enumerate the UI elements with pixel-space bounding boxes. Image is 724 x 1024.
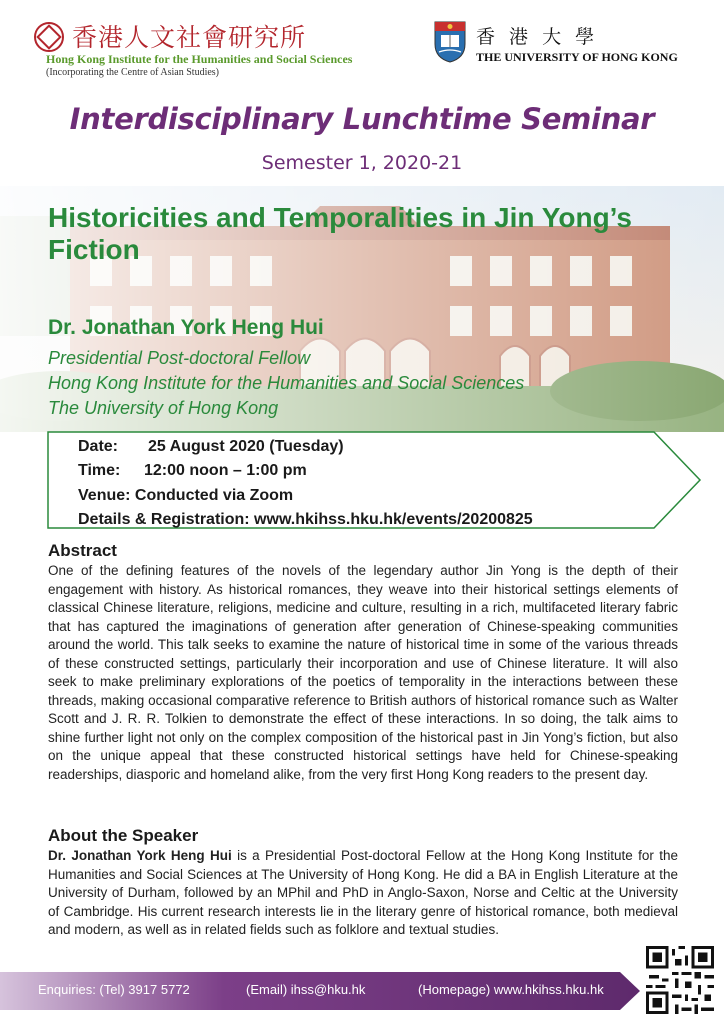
event-date-value: 25 August 2020 (Tuesday) [148, 438, 344, 455]
talk-title: Historicities and Temporalities in Jin Yong’s Fiction [48, 202, 632, 265]
hkihss-chinese-name: 香港人文社會研究所 [72, 23, 307, 52]
footer-tel: Enquiries: (Tel) 3917 5772 [38, 982, 190, 997]
footer-homepage[interactable]: (Homepage) www.hkihss.hku.hk [418, 982, 604, 997]
about-speaker-name: Dr. Jonathan York Heng Hui [48, 848, 232, 863]
hkihss-logo-seal [34, 22, 64, 52]
semester-label: Semester 1, 2020-21 [261, 152, 463, 174]
abstract-heading: Abstract [48, 541, 117, 560]
hku-english-name: THE UNIVERSITY OF HONG KONG [476, 50, 678, 64]
about-speaker-heading: About the Speaker [48, 826, 199, 845]
event-date [78, 438, 344, 456]
event-registration-label: Details & Registration: [78, 511, 250, 528]
event-venue-label: Venue: [78, 487, 131, 504]
event-registration-link[interactable]: www.hkihss.hku.hk/events/20200825 [254, 511, 533, 528]
event-date-label: Date: [78, 438, 119, 455]
hku-crest-icon [433, 20, 467, 64]
speaker-institute: Hong Kong Institute for the Humanities and Social Sciences [48, 373, 525, 393]
about-speaker-text [48, 847, 678, 940]
speaker-university: The University of Hong Kong [48, 398, 279, 418]
hkihss-subtitle: (Incorporating the Centre of Asian Studies) [46, 67, 220, 78]
speaker-position: Presidential Post-doctoral Fellow [48, 348, 311, 368]
abstract-text: One of the defining features of the novels of the legendary author Jin Yong is the depth of their engagement with history. As historical romances, they weave into their historical settings elements of classical Chinese literature, religions, medicine and culture, resulting in a rich, multifaceted literary fabric that has captured the imaginations of generation after generation of Chinese-speaking communities around the world. This talk seeks to examine the nature of historical time in some of the various threads of these constructed settings, particularly their incorporation and use of Chinese literature. It will also seek to make preliminary explorations of the poetics of temporality in the interactions between these threads, making occasional comparative reference to British authors of historical romance such as Walter Scott and J. R. R. Tolkien to demonstrate the effect of these interactions. In so doing, the talk aims to shine further light not only on the complex composition of the historical past in Jin Yong’s fiction, but also on the unique appeal that these constructed historical settings have held for Chinese-speaking readerships, diasporic and homeland alike, from the very first Hong Kong readers to the present day. [48, 563, 678, 782]
event-time-value: 12:00 noon – 1:00 pm [144, 462, 307, 479]
event-registration [78, 511, 533, 529]
event-time-label: Time: [78, 462, 121, 479]
about-speaker-bio: is a Presidential Post-doctoral Fellow at the Hong Kong Institute for the Humanities and Social Sciences at The University of Hong Kong. He did a BA in English Literature at the University of Durham, followed by an MPhil and PhD in Anglo-Saxon, Norse and Celtic at the University of Cambridge. His current research interests lie in the literary genre of historical romance, both medieval and modern, as well as in related fields such as folklore and textual studies. [48, 848, 678, 937]
hkihss-english-name: Hong Kong Institute for the Humanities and Social Sciences [46, 52, 353, 66]
qr-code-icon[interactable] [646, 946, 714, 1014]
seminar-series-title: Interdisciplinary Lunchtime Seminar [69, 102, 655, 136]
hku-chinese-name: 香 港 大 學 [476, 26, 599, 48]
event-venue [78, 487, 293, 505]
footer-email[interactable]: (Email) ihss@hku.hk [246, 982, 366, 997]
event-venue-value: Conducted via Zoom [134, 487, 294, 504]
speaker-name: Dr. Jonathan York Heng Hui [48, 316, 324, 339]
event-time [78, 462, 307, 480]
